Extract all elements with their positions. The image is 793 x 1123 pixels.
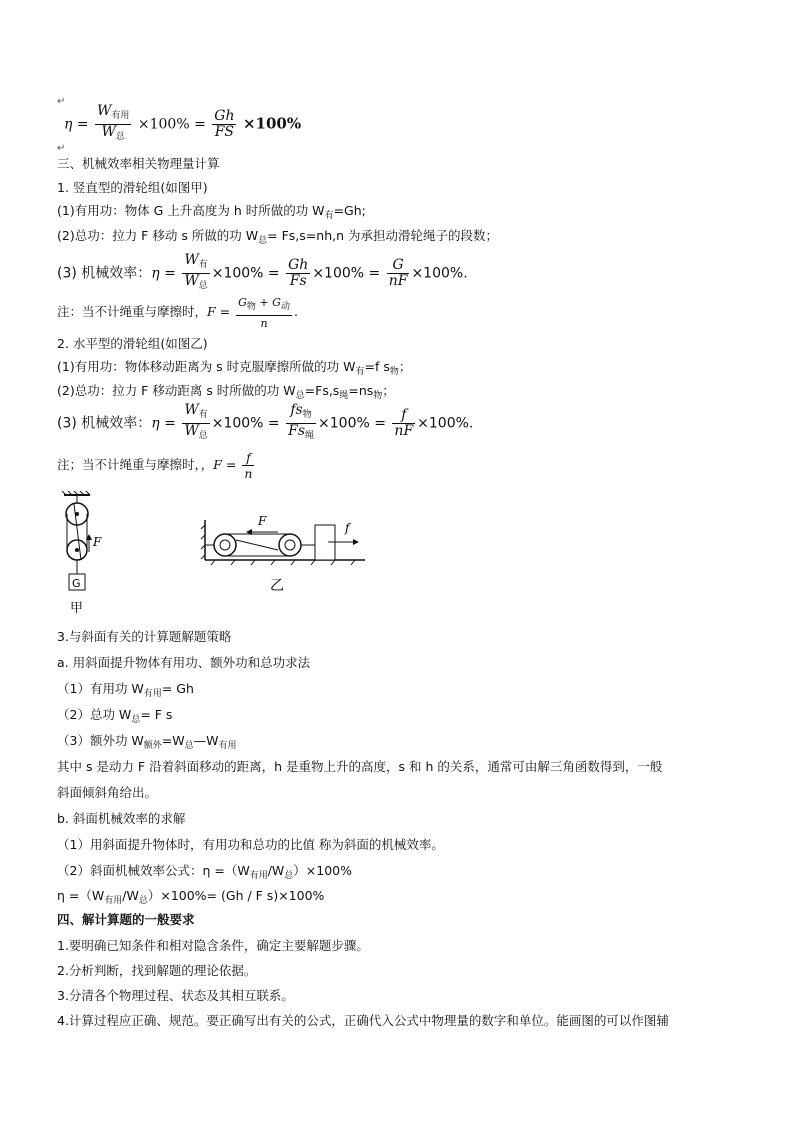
force-label: F <box>93 535 102 549</box>
axle <box>75 548 79 552</box>
gh-over-fs: $\frac{Gh}{FS}$ <box>214 108 235 140</box>
pulley-hub <box>285 540 295 550</box>
part-title: b. 斜面机械效率的求解 <box>57 811 186 826</box>
useful-work-line: (1)有用功：物体移动距离为 s 时克服摩擦所做的功 $W_有=f$ $s_物$； <box>57 359 412 377</box>
horizontal-pulley-figure <box>200 510 370 600</box>
movable-pulley <box>279 534 301 556</box>
formula-line: $\eta =(W_{有用}/W_总)\times 100\%= (Gh / F$ s)×100% <box>57 888 325 906</box>
explanation-text: 斜面倾斜角给出。 <box>57 785 158 800</box>
useful-work-item: （1）有用功 $W_{有用}= Gh$ <box>57 681 194 699</box>
work-ratio: $\frac{W_{有用}}{W_总}$ <box>97 103 130 142</box>
note-vertical: 注：当不计绳重与摩擦时，F = $\frac{G_物 + G_动}{n}$ . <box>57 295 298 330</box>
paragraph-mark: ↵ <box>57 143 66 154</box>
paragraph-mark: ↵ <box>57 96 66 107</box>
section-heading: 四、解计算题的一般要求 <box>57 912 195 927</box>
note-horizontal: 注；当不计绳重与摩擦时，，F = $\frac{f}{n}$ <box>57 450 253 481</box>
part-title: a. 用斜面提升物体有用功、额外功和总功求法 <box>57 655 311 670</box>
weight-label: G <box>72 577 81 590</box>
list-item: 1.要明确已知条件和相对隐含条件，确定主要解题步骤。 <box>57 938 369 953</box>
friction-label: f <box>345 521 350 535</box>
eta-symbol: η = <box>64 116 89 133</box>
extra-work-item: （3）额外功 $W_{额外}=W_总—W_{有用}$ <box>57 733 237 751</box>
useful-work-line: (1)有用功：物体 G 上升高度为 h 时所做的功 $W_有=Gh$; <box>57 203 366 221</box>
efficiency-line-horizontal: (3) 机械效率：η = $\frac{W_有}{W_总}$ ×100% = $\frac{fs_物}{Fs_绳}$ ×100% = $\frac{f}{nF}$ ×100%. <box>57 402 474 441</box>
total-work-line: (2)总功：拉力 F 移动 s 所做的功 $W_总= Fs,s=nh,n$ 为承担动滑轮绳子的段数； <box>57 228 498 246</box>
total-work-line: (2)总功：拉力 F 移动距离 s 时所做的功 $W_总=Fs,s_绳=ns_物$； <box>57 383 395 401</box>
efficiency-formula: η = $\frac{W_{有用}}{W_总}$ ×100% = $\frac{Gh}{FS}$ ×100% <box>64 104 301 145</box>
friction-arrowhead <box>353 539 359 545</box>
subsection-title: 2. 水平型的滑轮组(如图乙) <box>57 336 208 351</box>
definition-item: （1）用斜面提升物体时，有用功和总功的比值 称为斜面的机械效率。 <box>57 837 444 852</box>
explanation-text: 其中 s 是动力 F 沿着斜面移动的距离，h 是重物上升的高度，s 和 h 的关系，通常可由解三角函数得到，一般 <box>57 759 663 774</box>
list-item: 4.计算过程应正确、规范。要正确写出有关的公式，正确代入公式中物理量的数字和单位。能画图的可以作图辅 <box>57 1013 669 1028</box>
subsection-title: 1. 竖直型的滑轮组(如图甲) <box>57 180 208 195</box>
total-work-item: （2）总功 $W_总= F$ s <box>57 707 173 725</box>
figure-caption: 乙 <box>270 578 284 594</box>
pulley-hub <box>220 540 230 550</box>
figure-caption: 甲 <box>70 601 84 616</box>
rope <box>236 540 278 550</box>
section-heading: 三、机械效率相关物理量计算 <box>57 156 220 171</box>
fixed-pulley <box>214 534 236 556</box>
list-item: 3.分清各个物理过程、状态及其相互联系。 <box>57 988 294 1003</box>
list-item: 2.分析判断，找到解题的理论依据。 <box>57 963 257 978</box>
vertical-pulley-figure <box>60 490 110 620</box>
formula-item: （2）斜面机械效率公式：$\eta =(W_{有用}/W_总)\times 100\%$ <box>57 863 353 881</box>
force-label: F <box>258 514 267 528</box>
subsection-title: 3.与斜面有关的计算题解题策略 <box>57 629 232 644</box>
efficiency-line-vertical: (3) 机械效率：η = $\frac{W_有}{W_总}$ ×100% = $\frac{Gh}{Fs}$ ×100% = $\frac{G}{nF}$ ×100%. <box>57 252 468 291</box>
